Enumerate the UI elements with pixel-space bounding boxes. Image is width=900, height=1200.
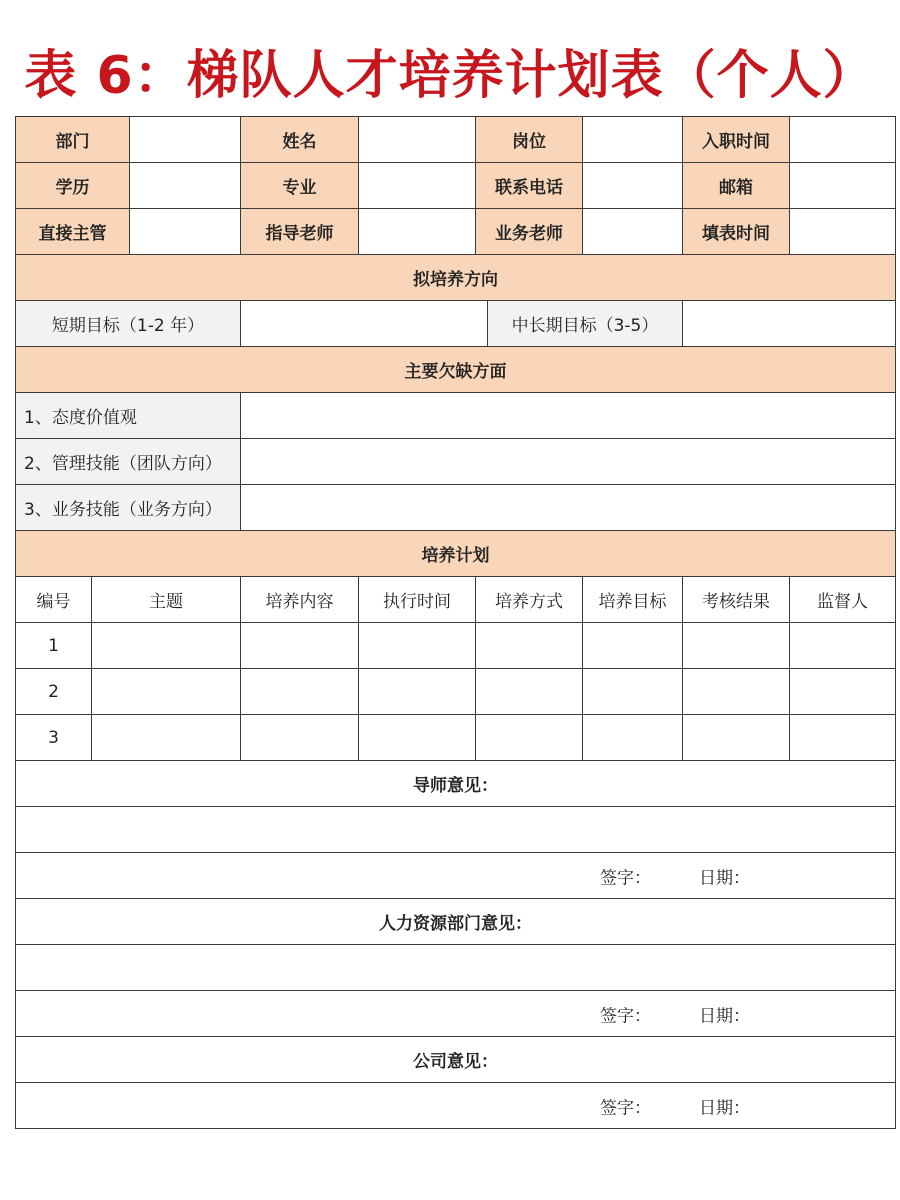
- section-direction: 拟培养方向: [16, 255, 896, 301]
- label-fill-date: 填表时间: [683, 209, 790, 255]
- field-gap-management[interactable]: [241, 439, 896, 485]
- col-header-number: 编号: [16, 577, 92, 623]
- label-mentor-opinion: 导师意见：: [16, 761, 896, 807]
- hr-sign-row: [16, 991, 896, 1037]
- section-plan: 培养计划: [16, 531, 896, 577]
- cell-topic[interactable]: [92, 623, 241, 669]
- cell-time[interactable]: [359, 715, 476, 761]
- col-header-topic: 主题: [92, 577, 241, 623]
- field-gap-business[interactable]: [241, 485, 896, 531]
- cell-goal[interactable]: [583, 623, 683, 669]
- label-gap-management: 2、管理技能（团队方向）: [16, 439, 241, 485]
- label-name: 姓名: [241, 117, 359, 163]
- col-header-supervisor: 监督人: [790, 577, 896, 623]
- cell-topic[interactable]: [92, 669, 241, 715]
- label-gap-attitude: 1、态度价值观: [16, 393, 241, 439]
- label-date: 日期：: [699, 1098, 750, 1118]
- label-phone: 联系电话: [476, 163, 583, 209]
- cell-goal[interactable]: [583, 715, 683, 761]
- table-row: [16, 715, 896, 761]
- cell-result[interactable]: [683, 669, 790, 715]
- label-sign: 签字：: [600, 868, 651, 888]
- field-long-term-goal[interactable]: [683, 301, 896, 347]
- label-position: 岗位: [476, 117, 583, 163]
- direction-section-row: [16, 255, 896, 301]
- row-number: 1: [16, 623, 92, 669]
- hr-opinion-body-row: [16, 945, 896, 991]
- field-mentor[interactable]: [359, 209, 476, 255]
- info-row-3: [16, 209, 896, 255]
- row-number: 3: [16, 715, 92, 761]
- label-sign: 签字：: [600, 1006, 651, 1026]
- label-company-opinion: 公司意见：: [16, 1037, 896, 1083]
- label-long-term-goal: 中长期目标（3-5）: [488, 301, 683, 347]
- plan-header-row: [16, 577, 896, 623]
- col-header-method: 培养方式: [476, 577, 583, 623]
- mentor-opinion-body-row: [16, 807, 896, 853]
- row-number: 2: [16, 669, 92, 715]
- cell-supervisor[interactable]: [790, 715, 896, 761]
- label-date: 日期：: [699, 1006, 750, 1026]
- hr-opinion-title-row: [16, 899, 896, 945]
- cell-supervisor[interactable]: [790, 669, 896, 715]
- field-direct-supervisor[interactable]: [130, 209, 241, 255]
- label-email: 邮箱: [683, 163, 790, 209]
- cell-content[interactable]: [241, 669, 359, 715]
- info-row-2: [16, 163, 896, 209]
- cell-time[interactable]: [359, 669, 476, 715]
- table-row: [16, 623, 896, 669]
- mentor-sign-cell[interactable]: [16, 853, 896, 899]
- col-header-goal: 培养目标: [583, 577, 683, 623]
- gaps-section-row: [16, 347, 896, 393]
- cell-goal[interactable]: [583, 669, 683, 715]
- col-header-content: 培养内容: [241, 577, 359, 623]
- direction-row: [16, 301, 896, 347]
- cell-method[interactable]: [476, 669, 583, 715]
- field-fill-date[interactable]: [790, 209, 896, 255]
- company-sign-cell[interactable]: [16, 1083, 896, 1129]
- cell-supervisor[interactable]: [790, 623, 896, 669]
- mentor-opinion-title-row: [16, 761, 896, 807]
- gap-row: [16, 393, 896, 439]
- label-education: 学历: [16, 163, 130, 209]
- plan-section-row: [16, 531, 896, 577]
- cell-content[interactable]: [241, 623, 359, 669]
- cell-method[interactable]: [476, 623, 583, 669]
- field-phone[interactable]: [583, 163, 683, 209]
- label-major: 专业: [241, 163, 359, 209]
- field-hire-date[interactable]: [790, 117, 896, 163]
- cell-result[interactable]: [683, 623, 790, 669]
- cell-time[interactable]: [359, 623, 476, 669]
- gap-row: [16, 485, 896, 531]
- field-education[interactable]: [130, 163, 241, 209]
- field-name[interactable]: [359, 117, 476, 163]
- col-header-time: 执行时间: [359, 577, 476, 623]
- label-hr-opinion: 人力资源部门意见：: [16, 899, 896, 945]
- field-hr-opinion[interactable]: [16, 945, 896, 991]
- gap-row: [16, 439, 896, 485]
- table-row: [16, 669, 896, 715]
- cell-content[interactable]: [241, 715, 359, 761]
- label-gap-business: 3、业务技能（业务方向）: [16, 485, 241, 531]
- field-major[interactable]: [359, 163, 476, 209]
- field-business-mentor[interactable]: [583, 209, 683, 255]
- label-department: 部门: [16, 117, 130, 163]
- cell-topic[interactable]: [92, 715, 241, 761]
- label-direct-supervisor: 直接主管: [16, 209, 130, 255]
- col-header-result: 考核结果: [683, 577, 790, 623]
- field-position[interactable]: [583, 117, 683, 163]
- label-sign: 签字：: [600, 1098, 651, 1118]
- label-hire-date: 入职时间: [683, 117, 790, 163]
- info-row-1: [16, 117, 896, 163]
- section-gaps: 主要欠缺方面: [16, 347, 896, 393]
- label-mentor: 指导老师: [241, 209, 359, 255]
- field-gap-attitude[interactable]: [241, 393, 896, 439]
- field-mentor-opinion[interactable]: [16, 807, 896, 853]
- company-sign-row: [16, 1083, 896, 1129]
- page-title: 表 6：梯队人才培养计划表（个人）: [24, 46, 876, 106]
- training-plan-form: [15, 116, 896, 1129]
- label-business-mentor: 业务老师: [476, 209, 583, 255]
- field-short-term-goal[interactable]: [241, 301, 488, 347]
- field-department[interactable]: [130, 117, 241, 163]
- cell-method[interactable]: [476, 715, 583, 761]
- company-opinion-title-row: [16, 1037, 896, 1083]
- label-date: 日期：: [699, 868, 750, 888]
- label-short-term-goal: 短期目标（1-2 年）: [16, 301, 241, 347]
- field-email[interactable]: [790, 163, 896, 209]
- hr-sign-cell[interactable]: [16, 991, 896, 1037]
- mentor-sign-row: [16, 853, 896, 899]
- cell-result[interactable]: [683, 715, 790, 761]
